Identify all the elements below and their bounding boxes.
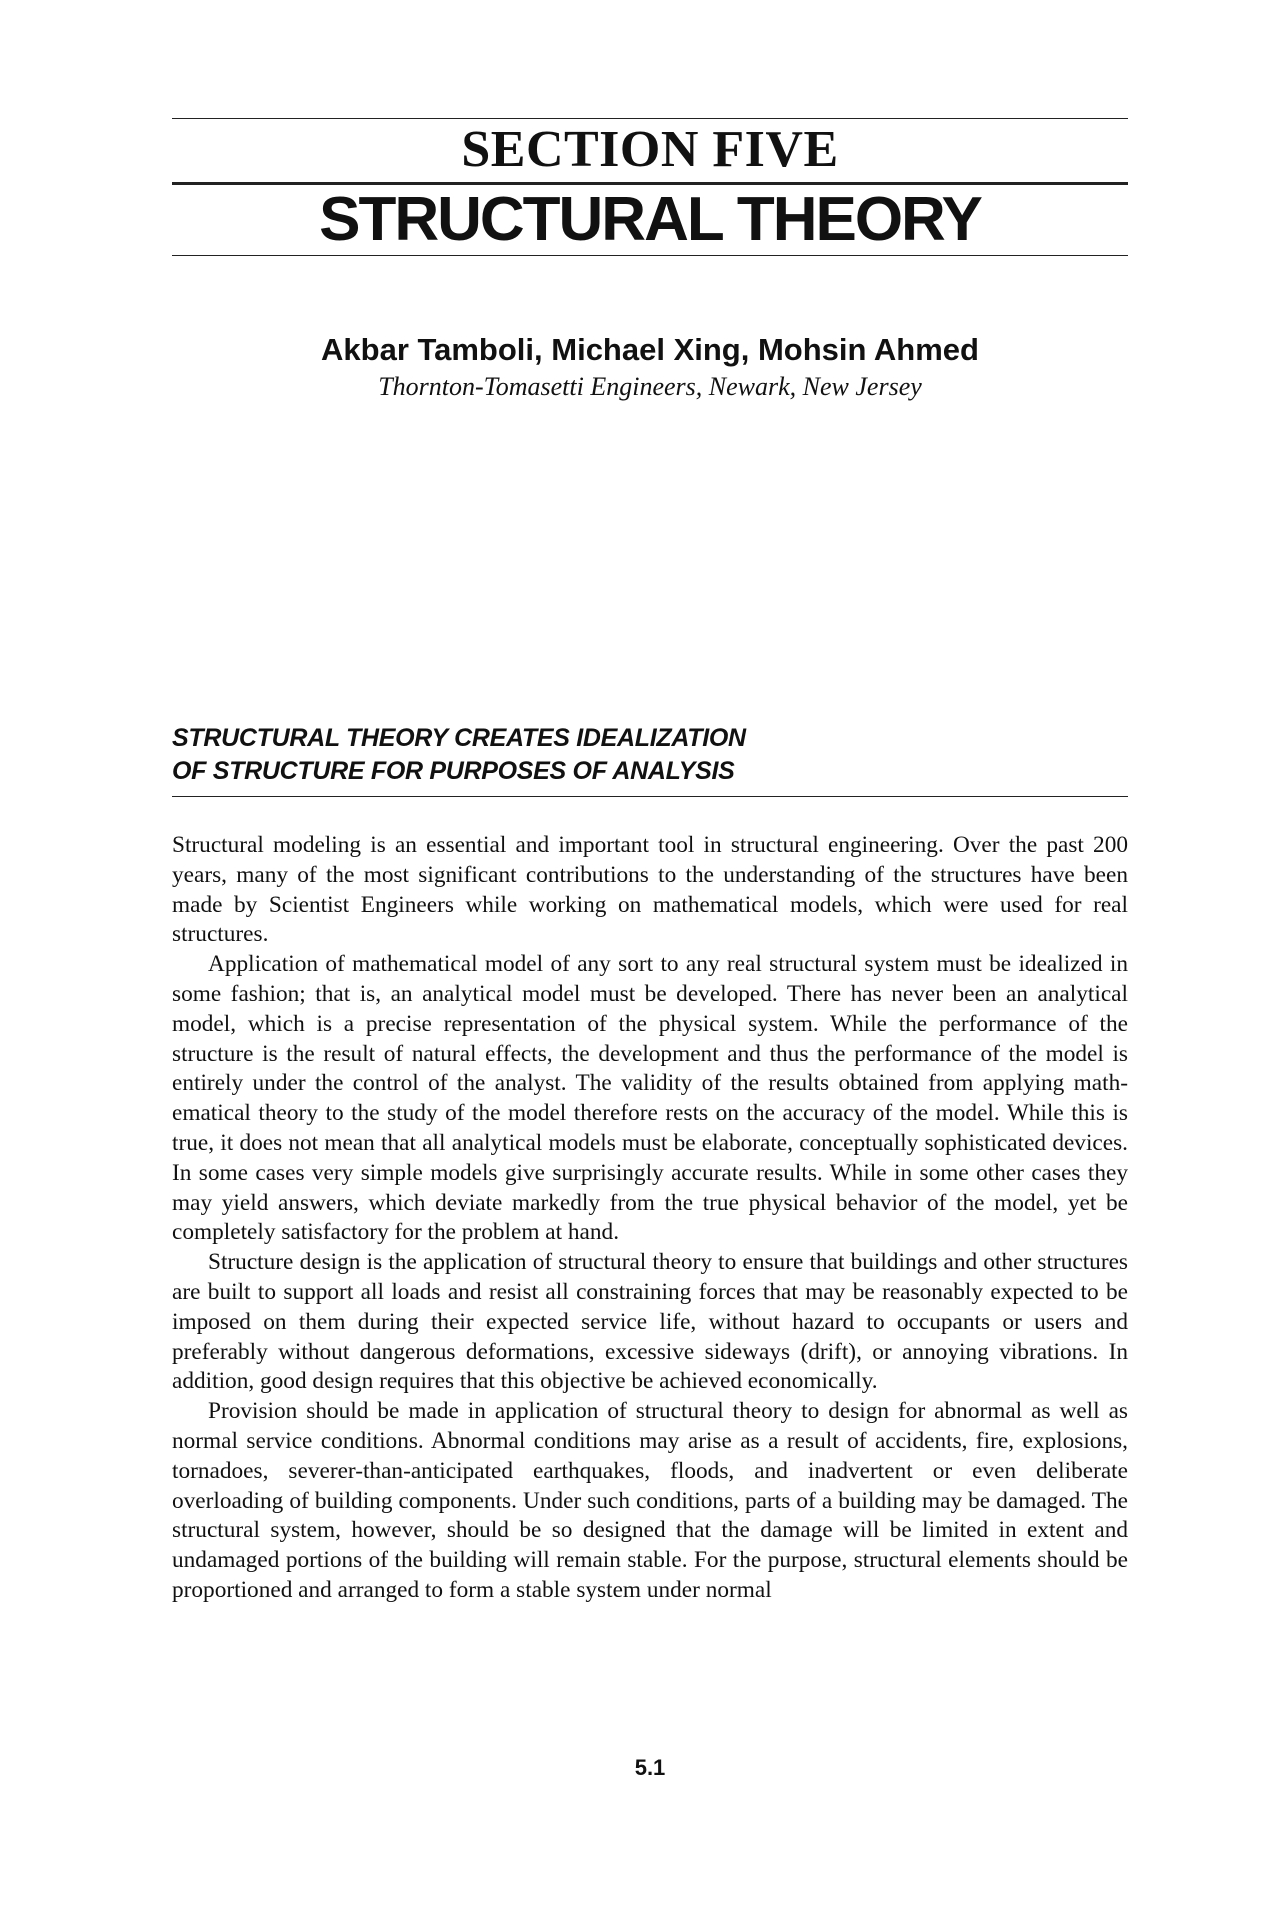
- author-names: Akbar Tamboli, Michael Xing, Mohsin Ahmed: [321, 332, 979, 367]
- paragraph: Structural modeling is an essential and important tool in structural engineering. Over the past 200 years, many of the most significant contributions to the understanding of the structures have been made by Scientist Engineers while working on mathematical models, which were used for real structures.: [172, 832, 1128, 948]
- section-heading-line-2: OF STRUCTURE FOR PURPOSES OF ANALYSIS: [172, 757, 735, 785]
- paragraph: Provision should be made in application of structural theory to design for abnormal as well as normal service conditions. Abnormal conditions may arise as a result of accidents, fire, explosions, tornadoes, severer-than-anticipated earthquakes, floods, and inadvertent or even deliberate overloading of building components. Under such conditions, parts of a building may be damaged. The structural system, however, should be so designed that the damage will be limited in extent and undamaged portions of the building will remain stable. For the purpose, structural elements should be proportioned and arranged to form a stable system under normal: [172, 1398, 1128, 1603]
- section-title: STRUCTURAL THEORY: [319, 185, 981, 254]
- page-number: 5.1: [634, 1755, 666, 1780]
- heading-rule: [172, 796, 1128, 797]
- document-page: [172, 0, 1128, 1920]
- section-heading-line-1: STRUCTURAL THEORY CREATES IDEALIZATION: [172, 724, 746, 752]
- section-heading: [172, 722, 1128, 788]
- paragraph: Application of mathematical model of any sort to any real structural system must be idealized in some fashion; that is, an analytical model must be developed. There has never been an analytical model, which is a precise representation of the physical system. While the performance of the structure is the result of natural effects, the development and thus the performance of the model is entirely under the control of the analyst. The validity of the results obtained from applying mathematical theory to the study of the model therefore rests on the accuracy of the model. While this is true, it does not mean that all analytical models must be elaborate, conceptually sophisticated devices. In some cases very simple models give surprisingly accurate results. While in some other cases they may yield answers, which deviate markedly from the true physical behavior of the model, yet be completely satisfactory for the problem at hand.: [172, 951, 1128, 1246]
- body-text: [172, 831, 1128, 1606]
- bottom-rule: [172, 255, 1128, 256]
- paragraph: Structure design is the application of structural theory to ensure that buildings and other structures are built to support all loads and resist all constraining forces that may be reasonably expected to be imposed on them during their expected service life, without hazard to occupants or users and preferably without dangerous deformations, excessive sideways (drift), or annoying vibrations. In addition, good design requires that this objective be achieved economically.: [172, 1249, 1128, 1395]
- author-affiliation: Thornton-Tomasetti Engineers, Newark, New Jersey: [378, 372, 922, 401]
- section-label: SECTION FIVE: [461, 121, 839, 178]
